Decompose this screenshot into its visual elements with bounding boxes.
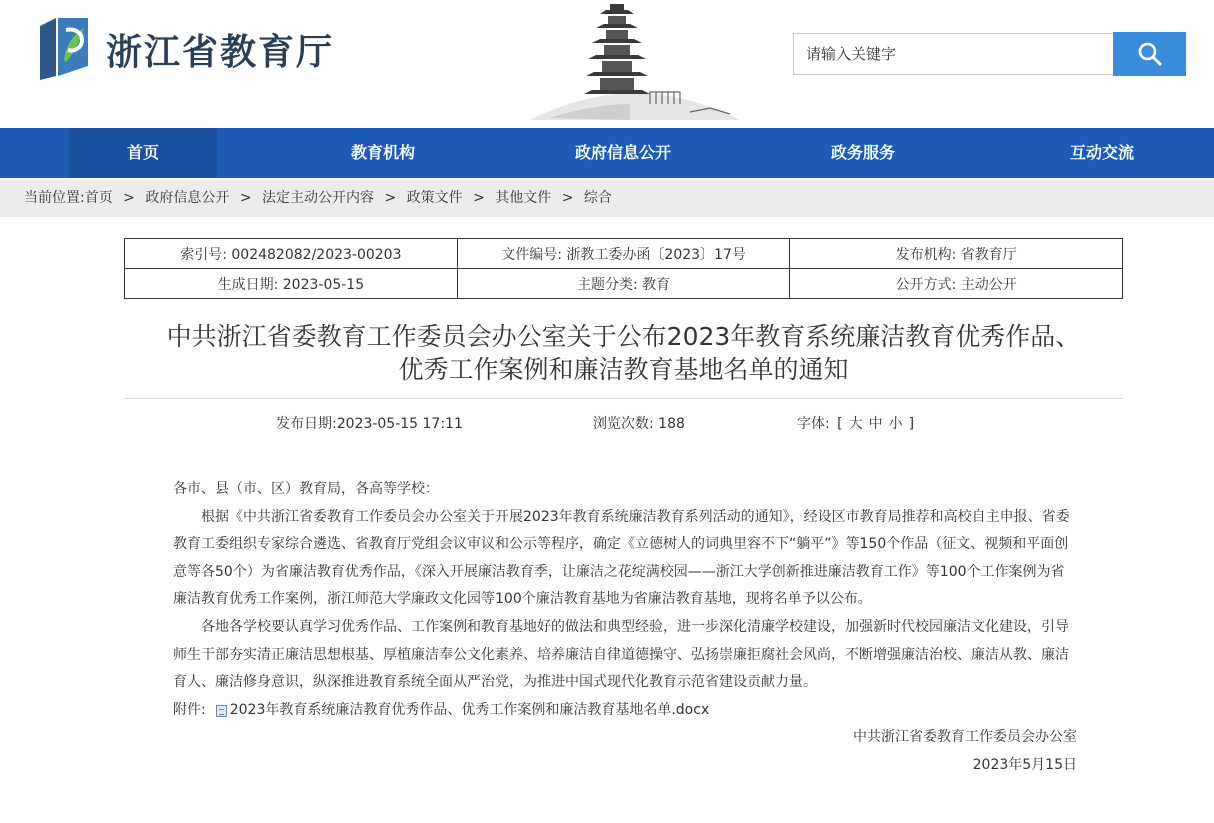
nav-education-institutions[interactable]: 教育机构 [350,143,415,162]
attachment-label: 附件: [173,701,206,718]
breadcrumb [0,180,1214,217]
title-line: 优秀工作案例和廉洁教育基地名单的通知 [398,355,849,384]
breadcrumb-statutory[interactable]: 法定主动公开内容 [262,190,374,206]
breadcrumb-prefix: 当前位置: [24,190,85,206]
breadcrumb-other-docs[interactable]: 其他文件 [495,190,552,206]
breadcrumb-separator: > [561,190,574,206]
nav-government-services[interactable]: 政务服务 [830,143,895,162]
font-size-switcher [797,413,917,433]
meta-disclosure: 公开方式: 主动公开 [790,269,1123,299]
breadcrumb-separator: > [384,190,397,206]
table-row [125,239,1123,269]
font-large-link[interactable]: 大 [848,416,863,432]
meta-topic: 主题分类: 教育 [457,269,790,299]
search-icon [1137,41,1163,67]
pagoda-illustration [530,0,740,128]
site-logo[interactable] [36,16,334,82]
main-nav [0,128,1214,178]
search-bar [793,33,1186,76]
search-input[interactable] [793,33,1113,75]
nav-home[interactable]: 首页 [69,128,217,178]
table-row [125,269,1123,299]
meta-index-no: 索引号: 002482082/2023-00203 [125,239,458,269]
paragraph: 根据《中共浙江省委教育工作委员会办公室关于开展2023年教育系统廉洁教育系列活动的通知》，经设区市教育局推荐和高校自主申报、省委教育工委组织专家综合遴选、省教育厅党组会议审议和公示等程序，确定《立德树人的词典里容不下“躺平”》等150个作品（征文、视频和平面创意等各50个）为省廉洁教育优秀作品，《深入开展廉洁教育季，让廉洁之花绽满校园——浙江大学创新推进廉洁教育工作》等100个工作案例为省廉洁教育优秀工作案例，浙江师范大学廉政文化园等100个廉洁教育基地为省廉洁教育基地，现将名单予以公布。 [173,508,1070,608]
font-small-link[interactable]: 小 [888,416,903,432]
title-line: 中共浙江省委教育工作委员会办公室关于公布2023年教育系统廉洁教育优秀作品、 [166,322,1081,351]
view-count: 浏览次数: 188 [593,416,685,432]
site-header [0,0,1214,128]
article-body [173,476,1077,780]
site-name: 浙江省教育厅 [106,30,335,73]
nav-government-info[interactable]: 政府信息公开 [574,143,671,162]
breadcrumb-separator: > [473,190,485,206]
font-medium-link[interactable]: 中 [868,416,883,432]
document-icon [216,705,227,717]
divider [124,398,1123,399]
search-button[interactable] [1113,32,1186,76]
breadcrumb-policy-docs[interactable]: 政策文件 [406,190,463,206]
attachment [173,697,1077,725]
publish-date: 发布日期:2023-05-15 17:11 [276,416,463,432]
breadcrumb-general[interactable]: 综合 [583,190,612,206]
meta-doc-no: 文件编号: 浙教工委办函〔2023〕17号 [457,239,790,269]
breadcrumb-home[interactable]: 首页 [84,190,113,206]
signature: 中共浙江省委教育工作委员会办公室 [853,729,1077,746]
logo-icon [36,16,92,82]
breadcrumb-separator: > [239,190,252,206]
attachment-link[interactable]: 2023年教育系统廉洁教育优秀作品、优秀工作案例和廉洁教育基地名单.docx [229,701,710,718]
breadcrumb-separator: > [123,190,135,206]
paragraph: 各地各学校要认真学习优秀作品、工作案例和教育基地好的做法和典型经验，进一步深化清廉学校建设，加强新时代校园廉洁文化建设，引导师生干部夯实清正廉洁思想根基、厚植廉洁奉公文化素养、培养廉洁自律道德操守、弘扬崇廉拒腐社会风尚，不断增强廉洁治校、廉洁从教、廉洁育人、廉洁修身意识，纵深推进教育系统全面从严治党，为推进中国式现代化教育示范省建设贡献力量。 [173,618,1069,691]
breadcrumb-gov-info[interactable]: 政府信息公开 [145,190,230,206]
font-bracket: ] [908,416,915,432]
meta-publisher: 发布机构: 省教育厅 [790,239,1123,269]
document-meta-table [124,238,1123,299]
salutation: 各市、县（市、区）教育局，各高等学校： [173,481,439,497]
font-size-label: 字体: [797,416,830,432]
font-bracket: [ [837,416,843,432]
meta-created-date: 生成日期: 2023-05-15 [125,269,458,299]
nav-interaction[interactable]: 互动交流 [1069,143,1134,162]
page-title [124,320,1123,386]
signature-date: 2023年5月15日 [972,756,1077,773]
